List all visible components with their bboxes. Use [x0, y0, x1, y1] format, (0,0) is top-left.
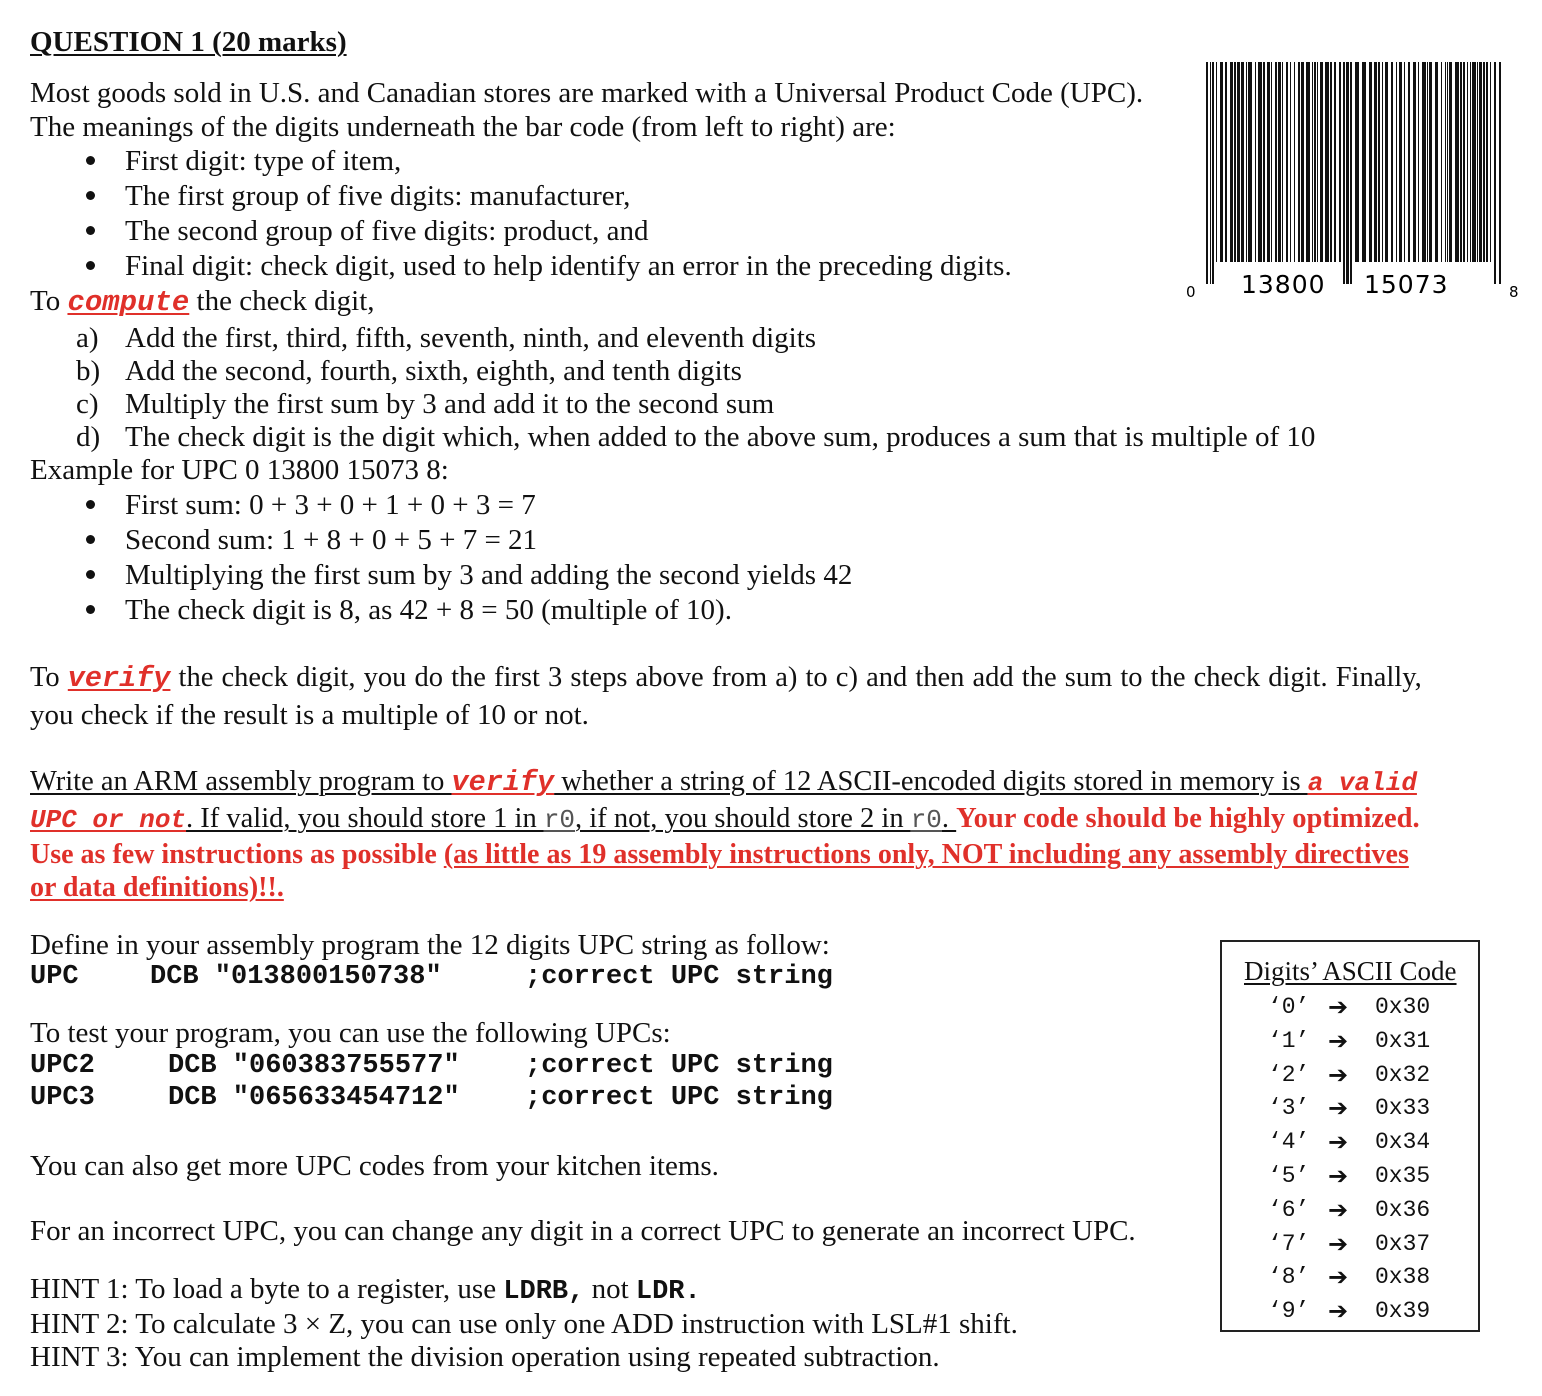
barcode-bar — [1369, 62, 1372, 262]
barcode-bar — [1470, 62, 1471, 262]
hint-2: HINT 2: To calculate 3 × Z, you can use only one ADD instruction with LSL#1 shift. — [30, 1308, 1018, 1340]
ascii-hex: 0x30 — [1375, 994, 1431, 1020]
ldrb-instruction: LDRB, — [503, 1277, 585, 1307]
ascii-char: ‘3’ — [1268, 1095, 1310, 1122]
ascii-hex: 0x35 — [1375, 1163, 1431, 1189]
barcode-right-group: 15073 — [1364, 270, 1449, 299]
barcode-bar — [1413, 62, 1416, 262]
barcode-bar — [1246, 62, 1247, 262]
arrow-right-icon: ➔ — [1328, 1026, 1349, 1055]
task-optimized-note: Your code should be highly optimized. — [956, 803, 1420, 834]
barcode-bar — [1404, 62, 1405, 262]
barcode-bar — [1483, 62, 1485, 262]
bullet-icon — [86, 535, 95, 544]
list-item: First digit: type of item, — [125, 145, 402, 177]
task-instruction-limit: (as little as 19 assembly instructions only, NOT including any assembly directives — [443, 839, 1409, 870]
barcode-bar — [1271, 62, 1272, 262]
upc-directive: DCB "013800150738" — [150, 962, 442, 992]
step-label: a) — [76, 322, 99, 354]
barcode-check-digit: 8 — [1509, 283, 1519, 300]
arrow-right-icon: ➔ — [1328, 1195, 1349, 1224]
barcode-bar — [1317, 62, 1318, 262]
upc2-directive: DCB "060383755577" — [168, 1051, 460, 1081]
barcode-bar — [1230, 62, 1233, 262]
barcode-bar — [1445, 62, 1446, 262]
barcode-bars — [1206, 62, 1501, 284]
upc3-directive: DCB "065633454712" — [168, 1083, 460, 1113]
step-label: c) — [76, 388, 99, 420]
step-text: Add the first, third, fifth, seventh, ninth, and eleventh digits — [125, 322, 817, 354]
barcode-bar — [1234, 62, 1236, 262]
ascii-code-table — [1220, 940, 1480, 1332]
ascii-hex: 0x31 — [1375, 1027, 1431, 1054]
verify-paragraph-line-2: you check if the result is a multiple of 10 or not. — [30, 699, 589, 731]
arrow-right-icon: ➔ — [1328, 1162, 1349, 1190]
barcode-bar — [1449, 62, 1452, 262]
verify-paragraph-line-1 — [30, 661, 1422, 696]
task-verify-keyword: verify — [451, 766, 555, 799]
register-r0: r0 — [910, 805, 942, 835]
upc2-comment: ;correct UPC string — [525, 1051, 833, 1081]
barcode-bar — [1355, 62, 1359, 262]
upc3-comment: ;correct UPC string — [525, 1083, 833, 1113]
barcode-bar — [1463, 62, 1465, 262]
ascii-char: ‘6’ — [1268, 1196, 1310, 1223]
test-text: To test your program, you can use the following UPCs: — [30, 1017, 671, 1049]
barcode-bar — [1362, 62, 1366, 262]
ascii-hex: 0x33 — [1375, 1095, 1431, 1122]
barcode-bar — [1477, 62, 1478, 262]
barcode-bar — [1241, 62, 1244, 262]
barcode-bar — [1334, 62, 1336, 262]
barcode-bar — [1330, 62, 1332, 262]
barcode-bar — [1408, 62, 1410, 262]
example-heading: Example for UPC 0 13800 15073 8: — [30, 454, 449, 486]
hint-text: not — [584, 1273, 636, 1305]
barcode-bar — [1346, 62, 1349, 284]
barcode-bar — [1490, 62, 1491, 262]
barcode-bar — [1298, 62, 1300, 262]
bullet-icon — [86, 191, 95, 200]
ascii-hex: 0x34 — [1375, 1129, 1431, 1156]
bullet-icon — [86, 605, 95, 614]
step-label: d) — [76, 421, 101, 453]
barcode-bar — [1499, 62, 1501, 284]
barcode-bar — [1248, 62, 1252, 262]
arrow-right-icon: ➔ — [1328, 1128, 1349, 1157]
barcode-bar — [1467, 62, 1468, 262]
ascii-char: ‘0’ — [1268, 994, 1310, 1020]
barcode-bar — [1267, 62, 1270, 262]
barcode-bar — [1435, 62, 1438, 262]
ascii-table-title: Digits’ ASCII Code — [1244, 956, 1457, 986]
list-item: The first group of five digits: manufacturer, — [125, 180, 631, 212]
bullet-icon — [86, 156, 95, 165]
incorrect-text: For an incorrect UPC, you can change any digit in a correct UPC to generate an incorrect UPC. — [30, 1215, 1136, 1247]
intro-line-1: Most goods sold in U.S. and Canadian stores are marked with a Universal Product Code (UPC). — [30, 77, 1144, 109]
barcode-bar — [1210, 62, 1211, 284]
barcode-bar — [1429, 62, 1432, 262]
ascii-hex: 0x38 — [1375, 1264, 1431, 1291]
barcode-bar — [1263, 62, 1265, 262]
task-text: , if not, you should store 2 in — [575, 803, 911, 834]
barcode-bar — [1494, 62, 1496, 284]
task-text: . If valid, you should store 1 in — [186, 803, 544, 834]
barcode-bar — [1314, 62, 1316, 262]
list-item: First sum: 0 + 3 + 0 + 1 + 0 + 3 = 7 — [125, 489, 536, 521]
barcode-bar — [1216, 62, 1217, 262]
verify-prefix: To — [30, 662, 68, 693]
list-item: The check digit is 8, as 42 + 8 = 50 (multiple of 10). — [125, 594, 732, 626]
define-text: Define in your assembly program the 12 digits UPC string as follow: — [30, 929, 830, 961]
task-valid-keyword: a valid — [1307, 768, 1417, 798]
barcode-bar — [1399, 62, 1402, 262]
step-text: The check digit is the digit which, when added to the above sum, produces a sum that is multiple of 10 — [125, 421, 1316, 453]
bullet-icon — [86, 226, 95, 235]
barcode-bar — [1447, 62, 1448, 262]
step-text: Multiply the first sum by 3 and add it to the second sum — [125, 388, 775, 420]
ascii-char: ‘7’ — [1268, 1230, 1310, 1257]
arrow-right-icon: ➔ — [1328, 993, 1349, 1021]
step-text: Add the second, fourth, sixth, eighth, and tenth digits — [125, 355, 742, 387]
upc-comment: ;correct UPC string — [525, 962, 833, 992]
barcode-bar — [1422, 62, 1426, 262]
barcode-bar — [1258, 62, 1262, 262]
ascii-hex: 0x36 — [1375, 1196, 1431, 1223]
task-line-2 — [30, 802, 1420, 837]
verify-rest: the check digit, you do the first 3 steps above from a) to c) and then add the sum to the check digit. Finally, — [170, 662, 1422, 693]
hint-1 — [30, 1272, 701, 1309]
task-line-3 — [30, 838, 1409, 872]
arrow-right-icon: ➔ — [1328, 1229, 1349, 1258]
ascii-char: ‘4’ — [1268, 1129, 1310, 1156]
upc-label: UPC — [30, 962, 79, 992]
barcode-bar — [1385, 62, 1388, 262]
barcode-bar — [1206, 62, 1208, 284]
hint-text: HINT 1: To load a byte to a register, use — [30, 1273, 504, 1305]
barcode-bar — [1278, 62, 1281, 262]
compute-keyword: compute — [67, 286, 190, 319]
bullet-icon — [86, 500, 95, 509]
list-item: Second sum: 1 + 8 + 0 + 5 + 7 = 21 — [125, 524, 538, 556]
task-upc-keyword: UPC or not — [30, 805, 187, 835]
barcode-bar — [1472, 62, 1476, 262]
barcode-bar — [1220, 62, 1223, 262]
task-text: . — [941, 803, 957, 834]
barcode-bar — [1343, 62, 1345, 284]
kitchen-text: You can also get more UPC codes from your kitchen items. — [30, 1150, 719, 1182]
barcode-bar — [1225, 62, 1227, 262]
register-r0: r0 — [543, 805, 576, 835]
ldr-instruction: LDR. — [635, 1277, 701, 1307]
barcode-bar — [1255, 62, 1256, 262]
barcode-bar — [1339, 62, 1341, 262]
verify-keyword: verify — [67, 662, 171, 695]
step-label: b) — [76, 355, 101, 387]
list-item: The second group of five digits: product, and — [125, 215, 649, 247]
list-item: Final digit: check digit, used to help identify an error in the preceding digits. — [125, 250, 1012, 282]
barcode-bar — [1350, 62, 1352, 284]
ascii-hex: 0x32 — [1375, 1061, 1431, 1088]
barcode-bar — [1396, 62, 1397, 262]
barcode-bar — [1286, 62, 1288, 262]
barcode-bar — [1486, 62, 1488, 262]
barcode-bar — [1294, 62, 1295, 262]
barcode-bar — [1427, 62, 1428, 262]
barcode-bar — [1282, 62, 1283, 262]
task-text: whether a string of 12 ASCII-encoded digits stored in memory is — [554, 766, 1308, 797]
barcode-bar — [1320, 62, 1323, 262]
barcode-left-group: 13800 — [1241, 270, 1326, 299]
bullet-icon — [86, 570, 95, 579]
barcode-bar — [1325, 62, 1329, 262]
ascii-char: ‘1’ — [1268, 1027, 1310, 1054]
task-few-instructions: Use as few instructions as possible — [30, 839, 444, 870]
barcode-bar — [1418, 62, 1419, 262]
barcode-image — [1182, 60, 1527, 300]
question-title: QUESTION 1 (20 marks) — [30, 26, 347, 58]
intro-line-2: The meanings of the digits underneath the bar code (from left to right) are: — [30, 111, 896, 143]
list-item: Multiplying the first sum by 3 and adding the second yields 42 — [125, 559, 853, 591]
barcode-first-digit: 0 — [1186, 283, 1196, 300]
compute-suffix: the check digit, — [189, 285, 375, 317]
barcode-bar — [1374, 62, 1377, 262]
barcode-bar — [1290, 62, 1291, 262]
arrow-right-icon: ➔ — [1328, 1263, 1349, 1292]
barcode-bar — [1479, 62, 1482, 262]
barcode-bar — [1460, 62, 1462, 262]
upc2-label: UPC2 — [30, 1051, 95, 1081]
task-text: Write an ARM assembly program to — [30, 766, 452, 797]
ascii-char: ‘8’ — [1268, 1264, 1310, 1291]
ascii-char: ‘9’ — [1268, 1298, 1310, 1325]
compute-prefix: To — [30, 285, 68, 317]
task-line-1 — [30, 765, 1417, 800]
arrow-right-icon: ➔ — [1328, 1094, 1349, 1123]
barcode-bar — [1275, 62, 1277, 262]
upc3-label: UPC3 — [30, 1083, 95, 1113]
hint-3: HINT 3: You can implement the division operation using repeated subtraction. — [30, 1341, 940, 1373]
task-line-4: or data definitions)!!. — [30, 872, 284, 903]
barcode-bar — [1237, 62, 1240, 262]
ascii-hex: 0x37 — [1375, 1230, 1431, 1257]
arrow-right-icon: ➔ — [1328, 1060, 1349, 1089]
barcode-bar — [1212, 62, 1214, 284]
barcode-bar — [1378, 62, 1380, 262]
barcode-bar — [1455, 62, 1459, 262]
barcode-bar — [1441, 62, 1442, 262]
compute-line — [30, 284, 375, 320]
ascii-char: ‘5’ — [1268, 1163, 1310, 1189]
barcode-bar — [1306, 62, 1310, 262]
ascii-char: ‘2’ — [1268, 1061, 1310, 1088]
barcode-bar — [1312, 62, 1313, 262]
arrow-right-icon: ➔ — [1328, 1297, 1349, 1326]
barcode-bar — [1391, 62, 1393, 262]
ascii-hex: 0x39 — [1375, 1298, 1431, 1325]
barcode-bar — [1301, 62, 1304, 262]
barcode-bar — [1382, 62, 1383, 262]
bullet-icon — [86, 261, 95, 270]
